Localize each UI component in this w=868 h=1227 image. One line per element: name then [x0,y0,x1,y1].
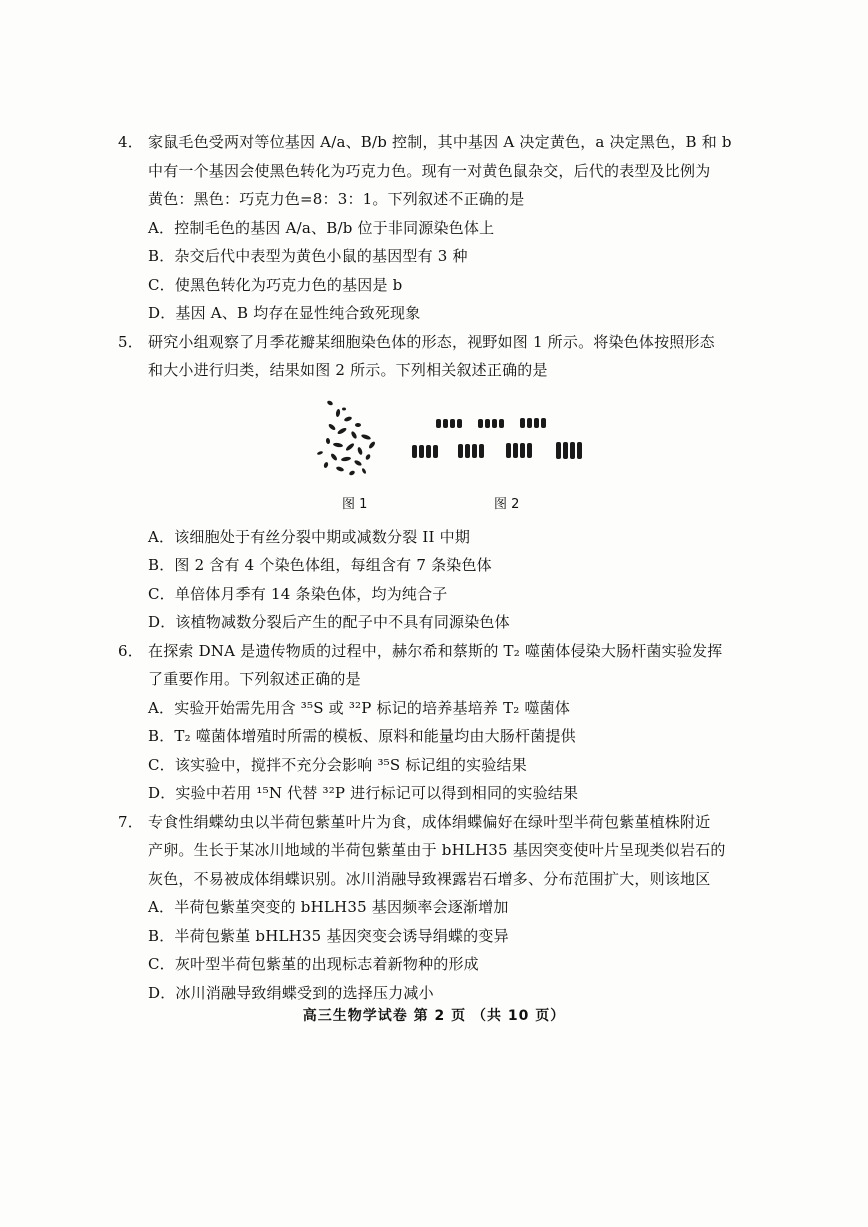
question-7-line-2: 产卵。生长于某冰川地域的半荷包紫堇由于 bHLH35 基因突变使叶片呈现类似岩石的 [148,841,726,859]
figure-2-caption: 图 2 [494,496,520,512]
question-7-text-1: 专食性绢蝶幼虫以半荷包紫堇叶片为食，成体绢蝶偏好在绿叶型半荷包紫堇植株附近 [148,812,711,831]
question-4-number: 4． [118,133,143,151]
page-footer: 高三生物学试卷 第 2 页 （共 10 页） [302,1008,566,1024]
question-6-number: 6． [118,641,143,660]
question-7-line-3: 灰色，不易被成体绢蝶识别。冰川消融导致裸露岩石增多、分布范围扩大，则该地区 [148,869,711,888]
question-4-text-1: 家鼠毛色受两对等位基因 A/a、B/b 控制，其中基因 A 决定黄色，a 决定黑色，B 和 b [148,133,732,151]
question-7-option-a: A．半荷包紫堇突变的 bHLH35 基因频率会逐渐增加 [148,898,509,916]
question-7 [118,808,742,1008]
question-4-line-2: 中有一个基因会使黑色转化为巧克力色。现有一对黄色鼠杂交，后代的表型及比例为 [148,161,711,180]
chromosome-figures [122,389,742,519]
question-5-line-2: 和大小进行归类，结果如图 2 所示。下列相关叙述正确的是 [148,361,548,379]
question-6-line-2: 了重要作用。下列叙述正确的是 [148,670,361,688]
question-7-option-c: C．灰叶型半荷包紫堇的出现标志着新物种的形成 [148,955,479,973]
question-4-line-1 [118,128,742,157]
figure-1-caption: 图 1 [342,496,368,512]
question-list [118,128,742,1007]
question-5-option-d: D．该植物减数分裂后产生的配子中不具有同源染色体 [148,613,510,631]
question-5 [118,328,742,637]
question-5-option-c: C．单倍体月季有 14 条染色体，均为纯合子 [148,584,448,603]
question-6 [118,637,742,808]
question-6-option-d: D．实验中若用 ¹⁵N 代替 ³²P 进行标记可以得到相同的实验结果 [148,784,579,802]
question-5-number: 5． [118,332,143,351]
question-4-option-d: D．基因 A、B 均存在显性纯合致死现象 [148,304,421,322]
figure-1-chromosome-spread [308,395,398,485]
question-7-option-b: B．半荷包紫堇 bHLH35 基因突变会诱导绢蝶的变异 [148,926,509,945]
question-6-option-b: B．T₂ 噬菌体增殖时所需的模板、原料和能量均由大肠杆菌提供 [148,727,576,745]
question-7-line-1 [118,808,742,837]
figure-2-karyotype [408,415,604,475]
question-4-option-c: C．使黑色转化为巧克力色的基因是 b [148,275,403,294]
question-5-option-b: B．图 2 含有 4 个染色体组，每组含有 7 条染色体 [148,556,492,574]
question-4 [118,128,742,328]
question-5-line-1 [118,328,742,357]
question-5-option-a: A．该细胞处于有丝分裂中期或减数分裂 II 中期 [148,527,471,546]
question-4-line-3: 黄色：黑色：巧克力色=8：3：1。下列叙述不正确的是 [148,190,525,208]
question-4-option-b: B．杂交后代中表型为黄色小鼠的基因型有 3 种 [148,247,468,265]
question-7-number: 7． [118,812,143,831]
question-6-option-a: A．实验开始需先用含 ³⁵S 或 ³²P 标记的培养基培养 T₂ 噬菌体 [148,698,571,717]
question-7-option-d: D．冰川消融导致绢蝶受到的选择压力减小 [148,983,434,1002]
question-6-option-c: C．该实验中，搅拌不充分会影响 ³⁵S 标记组的实验结果 [148,755,527,774]
question-6-text-1: 在探索 DNA 是遗传物质的过程中，赫尔希和蔡斯的 T₂ 噬菌体侵染大肠杆菌实验发挥 [148,641,723,660]
question-6-line-1 [118,637,742,666]
question-4-option-a: A．控制毛色的基因 A/a、B/b 位于非同源染色体上 [148,218,495,237]
question-5-text-1: 研究小组观察了月季花瓣某细胞染色体的形态，视野如图 1 所示。将染色体按照形态 [148,332,715,351]
